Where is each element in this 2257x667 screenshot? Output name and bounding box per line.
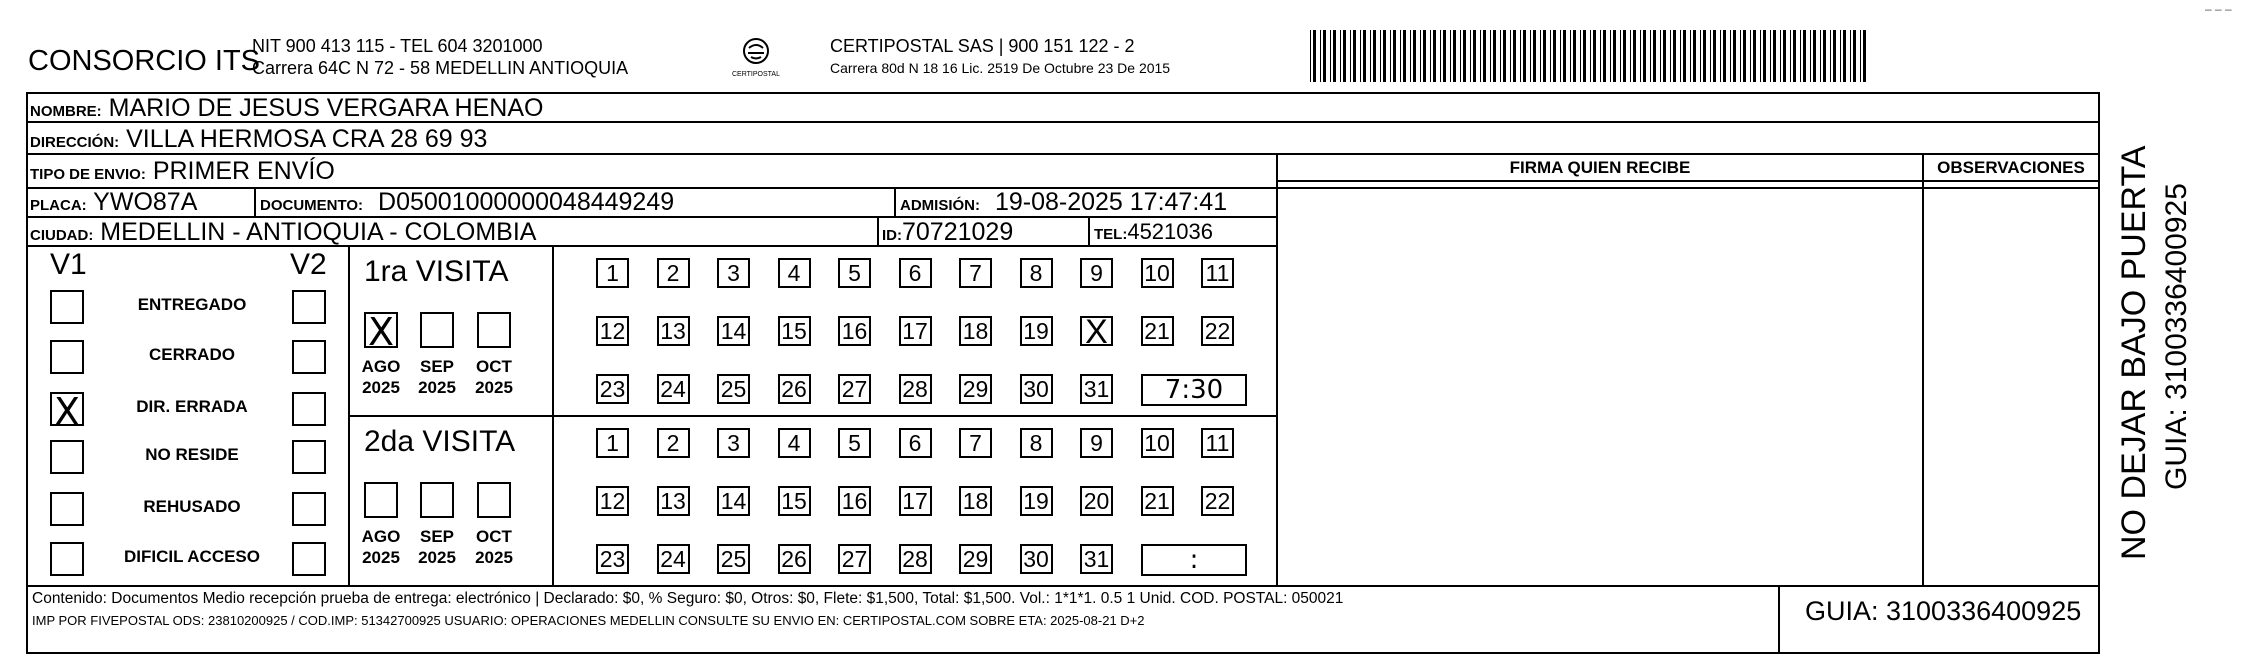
month-checkbox[interactable]	[364, 482, 398, 518]
company-nit-tel: NIT 900 413 115 - TEL 604 3201000	[252, 36, 543, 56]
company-address: Carrera 64C N 72 - 58 MEDELLIN ANTIOQUIA	[252, 58, 629, 78]
tel-label: TEL:	[1094, 226, 1128, 243]
v2-label: V2	[290, 248, 327, 281]
day-box[interactable]: 27	[838, 544, 871, 574]
placa-value: YWO87A	[93, 188, 198, 216]
day-box[interactable]: 23	[596, 374, 629, 404]
status-v2-checkbox[interactable]	[292, 392, 326, 426]
day-box[interactable]: 17	[899, 486, 932, 516]
month-name: SEP	[419, 357, 455, 376]
tipo-envio-label: TIPO DE ENVIO:	[30, 166, 146, 183]
month-name: OCT	[476, 357, 512, 376]
day-box[interactable]: 26	[778, 374, 811, 404]
status-v1-checkbox[interactable]	[50, 492, 84, 526]
documento-label: DOCUMENTO:	[260, 197, 364, 214]
day-box[interactable]: 15	[778, 316, 811, 346]
logo-text: CERTIPOSTAL	[732, 71, 780, 78]
status-v1-checkbox[interactable]	[50, 440, 84, 474]
day-box[interactable]: 22	[1201, 486, 1234, 516]
day-box[interactable]: 6	[899, 258, 932, 288]
day-box[interactable]: 6	[899, 428, 932, 458]
company-name: CONSORCIO ITS	[28, 45, 261, 77]
day-box[interactable]: 5	[838, 428, 871, 458]
day-box[interactable]: 3	[717, 428, 750, 458]
carrier-nit: CERTIPOSTAL SAS | 900 151 122 - 2	[830, 36, 1135, 56]
status-label: ENTREGADO	[137, 295, 247, 314]
carrier-info	[830, 35, 1170, 79]
day-box[interactable]: 3	[717, 258, 750, 288]
footer-print-line: IMP POR FIVEPOSTAL ODS: 23810200925 / COD.IMP: 51342700925 USUARIO: OPERACIONES MEDELLIN CONSULTE SU ENVIO EN: CERTIPOSTAL.COM SOBRE ETA: 2025-08-21 D+2	[32, 613, 1145, 628]
visit-title: 2da VISITA	[364, 425, 516, 458]
carrier-address: Carrera 80d N 18 16 Lic. 2519 De Octubre 23 De 2015	[830, 60, 1171, 76]
month-year: 2025	[475, 378, 513, 397]
barcode	[1310, 30, 1870, 82]
documento-value: D05001000000048449249	[378, 188, 675, 216]
month-year: 2025	[362, 378, 400, 397]
month-checkbox[interactable]	[420, 312, 454, 348]
direccion-label: DIRECCIÓN:	[30, 134, 120, 151]
day-box[interactable]: 12	[596, 486, 629, 516]
day-box[interactable]: 2	[657, 258, 690, 288]
day-box[interactable]: 24	[657, 544, 690, 574]
month-name: SEP	[419, 527, 455, 546]
day-box[interactable]: 18	[959, 486, 992, 516]
tipo-envio-field	[30, 158, 335, 188]
month-label	[357, 526, 405, 568]
day-box[interactable]: 10	[1141, 428, 1174, 458]
day-box[interactable]: 31	[1080, 544, 1113, 574]
v1-label: V1	[50, 248, 87, 281]
day-box[interactable]: 30	[1020, 544, 1053, 574]
status-v2-checkbox[interactable]	[292, 440, 326, 474]
status-v1-checkbox[interactable]: X	[50, 392, 84, 426]
day-box[interactable]: 5	[838, 258, 871, 288]
day-box[interactable]: 28	[899, 544, 932, 574]
day-box[interactable]: 10	[1141, 258, 1174, 288]
day-box[interactable]: 2	[657, 428, 690, 458]
day-box[interactable]: 8	[1020, 428, 1053, 458]
day-box[interactable]: 1	[596, 258, 629, 288]
id-value: 70721029	[902, 218, 1014, 246]
day-box[interactable]: 16	[838, 486, 871, 516]
day-box[interactable]: 25	[717, 544, 750, 574]
day-box[interactable]: 7	[959, 428, 992, 458]
month-name: OCT	[476, 527, 512, 546]
day-box[interactable]: 17	[899, 316, 932, 346]
day-box[interactable]: 13	[657, 316, 690, 346]
month-label	[357, 356, 405, 398]
status-label: DIR. ERRADA	[136, 397, 248, 416]
ciudad-value: MEDELLIN - ANTIOQUIA - COLOMBIA	[100, 218, 537, 246]
month-year: 2025	[418, 548, 456, 567]
day-box[interactable]: 11	[1201, 428, 1234, 458]
observaciones-header: OBSERVACIONES	[1937, 158, 2085, 177]
day-box[interactable]: 14	[717, 486, 750, 516]
day-box[interactable]: 29	[959, 544, 992, 574]
day-box[interactable]: 21	[1141, 486, 1174, 516]
day-box[interactable]: 28	[899, 374, 932, 404]
tel-value: 4521036	[1127, 219, 1213, 244]
visit-title: 1ra VISITA	[364, 255, 509, 288]
month-year: 2025	[362, 548, 400, 567]
day-box[interactable]: 26	[778, 544, 811, 574]
day-box[interactable]: 11	[1201, 258, 1234, 288]
admision-label: ADMISIÓN:	[900, 197, 980, 214]
direccion-value: VILLA HERMOSA CRA 28 69 93	[126, 125, 488, 153]
day-box[interactable]: 13	[657, 486, 690, 516]
month-name: AGO	[361, 527, 401, 546]
day-box[interactable]: 25	[717, 374, 750, 404]
day-box[interactable]: 30	[1020, 374, 1053, 404]
footer-guia: GUIA: 3100336400925	[1805, 596, 2082, 626]
month-checkbox[interactable]: X	[364, 312, 398, 348]
id-field	[882, 219, 1013, 249]
admision-value: 19-08-2025 17:47:41	[994, 188, 1228, 216]
day-box[interactable]: 19	[1020, 316, 1053, 346]
status-label: REHUSADO	[143, 497, 241, 516]
month-checkbox[interactable]	[420, 482, 454, 518]
direccion-field	[30, 126, 487, 156]
day-box[interactable]: 9	[1080, 258, 1113, 288]
status-label: NO RESIDE	[145, 445, 239, 464]
day-box[interactable]: 12	[596, 316, 629, 346]
month-name: AGO	[361, 357, 401, 376]
month-label	[470, 526, 518, 568]
id-label: ID:	[882, 227, 902, 244]
day-box[interactable]: 15	[778, 486, 811, 516]
documento-field	[260, 189, 674, 219]
day-box[interactable]: 29	[959, 374, 992, 404]
placa-field	[30, 189, 197, 219]
day-box[interactable]: 4	[778, 258, 811, 288]
admision-field	[900, 189, 1227, 219]
day-box[interactable]: 4	[778, 428, 811, 458]
nombre-label: NOMBRE:	[30, 103, 102, 120]
status-v1-checkbox[interactable]	[50, 542, 84, 576]
status-label: CERRADO	[149, 345, 235, 364]
day-box[interactable]: 1	[596, 428, 629, 458]
footer-content-line: Contenido: Documentos Medio recepción prueba de entrega: electrónico | Declarado: $0, % Seguro: $0, Otros: $0, Flete: $1,500, Total: $1,500. Vol.: 1*1*1. 0.5 1 Unid. COD. POSTAL: 050021	[32, 590, 1344, 607]
certipostal-logo	[726, 34, 786, 82]
ciudad-field	[30, 219, 536, 249]
side-guia: GUIA: 3100336400925	[2160, 183, 2193, 490]
day-box[interactable]: X	[1080, 316, 1113, 346]
corner-marks: ‒ ‒ ‒	[2205, 2, 2232, 16]
day-box[interactable]: 9	[1080, 428, 1113, 458]
month-label	[413, 526, 461, 568]
status-v1-checkbox[interactable]	[50, 340, 84, 374]
day-box[interactable]: 31	[1080, 374, 1113, 404]
day-box[interactable]: 20	[1080, 486, 1113, 516]
day-box[interactable]: 21	[1141, 316, 1174, 346]
day-box[interactable]: 24	[657, 374, 690, 404]
company-info	[252, 35, 628, 79]
ciudad-label: CIUDAD:	[30, 227, 94, 244]
nombre-value: MARIO DE JESUS VERGARA HENAO	[108, 94, 544, 122]
status-v2-checkbox[interactable]	[292, 340, 326, 374]
time-box[interactable]: 7:30	[1141, 374, 1247, 406]
day-box[interactable]: 22	[1201, 316, 1234, 346]
day-box[interactable]: 8	[1020, 258, 1053, 288]
time-box[interactable]: :	[1141, 544, 1247, 576]
day-box[interactable]: 14	[717, 316, 750, 346]
day-box[interactable]: 27	[838, 374, 871, 404]
status-v2-checkbox[interactable]	[292, 290, 326, 324]
status-v2-checkbox[interactable]	[292, 542, 326, 576]
no-dejar-bajo-puerta: NO DEJAR BAJO PUERTA	[2115, 145, 2153, 560]
status-v1-checkbox[interactable]	[50, 290, 84, 324]
day-box[interactable]: 16	[838, 316, 871, 346]
tipo-envio-value: PRIMER ENVÍO	[152, 157, 335, 185]
day-box[interactable]: 7	[959, 258, 992, 288]
month-label	[470, 356, 518, 398]
placa-label: PLACA:	[30, 197, 87, 214]
nombre-field	[30, 95, 543, 125]
day-box[interactable]: 23	[596, 544, 629, 574]
month-checkbox[interactable]	[477, 312, 511, 348]
day-box[interactable]: 18	[959, 316, 992, 346]
month-checkbox[interactable]	[477, 482, 511, 518]
day-box[interactable]: 19	[1020, 486, 1053, 516]
month-label	[413, 356, 461, 398]
month-year: 2025	[418, 378, 456, 397]
firma-header: FIRMA QUIEN RECIBE	[1509, 158, 1691, 177]
month-year: 2025	[475, 548, 513, 567]
status-label: DIFICIL ACCESO	[123, 547, 260, 566]
status-v2-checkbox[interactable]	[292, 492, 326, 526]
tel-field	[1094, 219, 1213, 248]
